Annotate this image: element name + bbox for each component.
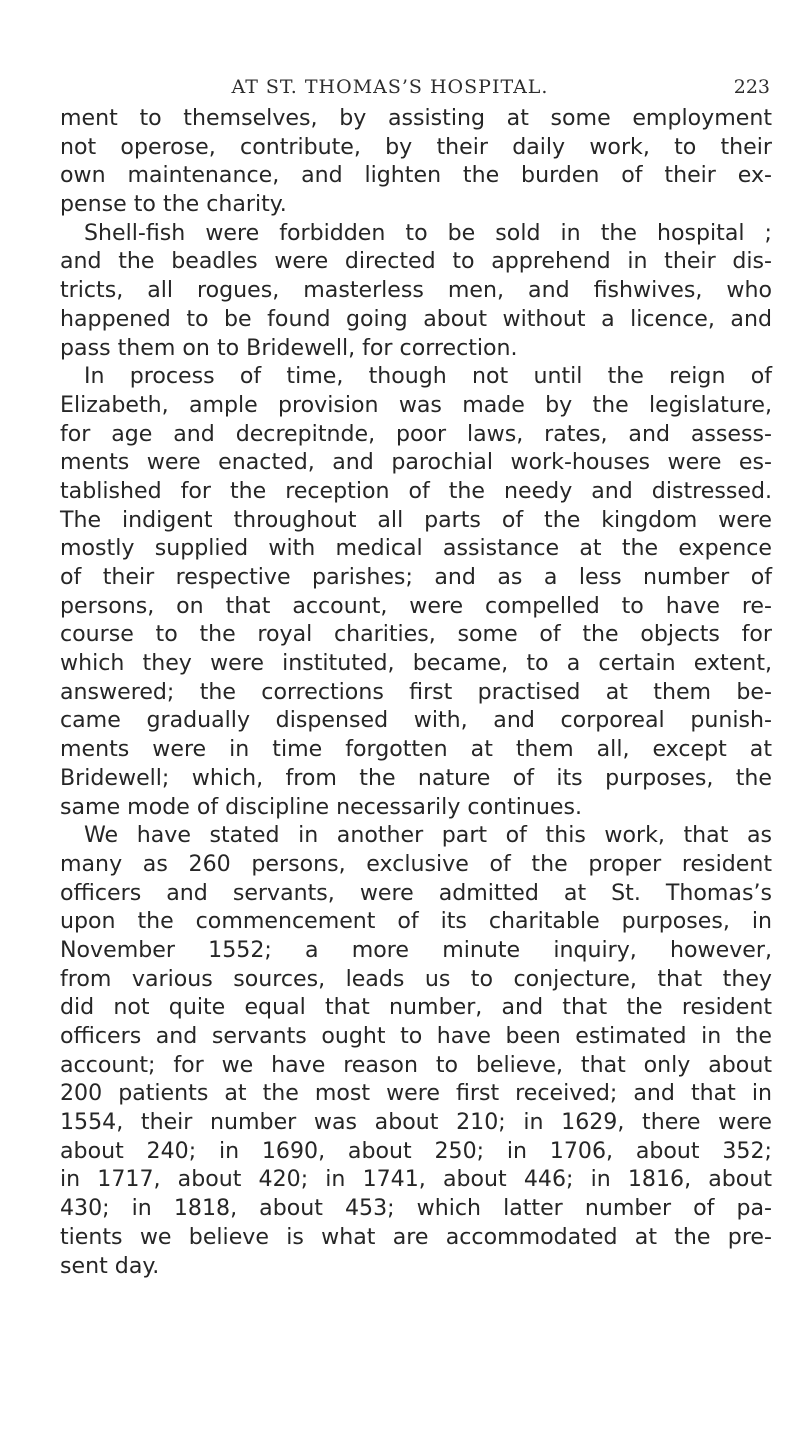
- text-line: Bridewell; which, from the nature of its purposes, the: [60, 764, 772, 791]
- text-line: for age and decrepitnde, poor laws, rates, and assess-: [60, 420, 772, 447]
- text-line: officers and servants ought to have been estimated in the: [60, 1023, 772, 1049]
- text-line: November 1552; a more minute inquiry, however,: [60, 936, 772, 963]
- text-line: same mode of discipline necessarily continues.: [60, 793, 583, 820]
- text-line: sent day.: [60, 1252, 160, 1279]
- text-line: came gradually dispensed with, and corporeal punish-: [60, 707, 772, 734]
- text-line: 1554, their number was about 210; in 1629, there were: [60, 1109, 772, 1136]
- text-line: mostly supplied with medical assistance at the expence: [60, 535, 772, 562]
- text-line: ment to themselves, by assisting at some employment: [60, 105, 772, 131]
- text-line: answered; the corrections first practised at them be-: [60, 678, 772, 705]
- text-line: In process of time, though not until the reign of: [84, 363, 772, 390]
- text-line: upon the commencement of its charitable purposes, in: [60, 908, 772, 935]
- running-head: AT ST. THOMAS’S HOSPITAL.: [231, 76, 549, 98]
- text-line: 430; in 1818, about 453; which latter number of pa-: [60, 1195, 772, 1222]
- text-line: about 240; in 1690, about 250; in 1706, about 352;: [60, 1137, 772, 1164]
- text-line: tablished for the reception of the needy and distressed.: [60, 477, 772, 504]
- text-line: which they were instituted, became, to a certain extent,: [60, 650, 772, 677]
- text-line: tients we believe is what are accommodated at the pre-: [60, 1223, 772, 1250]
- text-line: The indigent throughout all parts of the kingdom were: [60, 506, 772, 533]
- text-line: persons, on that account, were compelled to have re-: [60, 592, 772, 619]
- text-line: of their respective parishes; and as a less number of: [60, 564, 772, 590]
- text-line: own maintenance, and lighten the burden of their ex-: [60, 162, 772, 189]
- text-line: pense to the charity.: [60, 191, 287, 218]
- text-line: and the beadles were directed to apprehend in their dis-: [60, 248, 772, 275]
- text-line: happened to be found going about without a licence, and: [60, 305, 772, 332]
- text-line: Elizabeth, ample provision was made by the legislature,: [60, 391, 772, 418]
- body-text: [60, 104, 772, 1280]
- text-line: many as 260 persons, exclusive of the proper resident: [60, 850, 772, 877]
- text-line: ments were enacted, and parochial work-houses were es-: [60, 449, 772, 476]
- text-line: pass them on to Bridewell, for correction.: [60, 334, 518, 361]
- text-line: tricts, all rogues, masterless men, and fishwives, who: [60, 277, 772, 304]
- text-line: in 1717, about 420; in 1741, about 446; in 1816, about: [60, 1166, 772, 1193]
- text-line: did not quite equal that number, and that the resident: [60, 994, 772, 1021]
- text-line: account; for we have reason to believe, that only about: [60, 1051, 772, 1078]
- text-line: We have stated in another part of this work, that as: [84, 822, 772, 849]
- text-line: 200 patients at the most were first received; and that in: [60, 1080, 772, 1107]
- text-line: Shell-fish were forbidden to be sold in the hospital ;: [84, 219, 772, 246]
- text-line: officers and servants, were admitted at St. Thomas’s: [60, 879, 772, 906]
- page-number: 223: [733, 76, 770, 98]
- text-line: from various sources, leads us to conjecture, that they: [60, 965, 772, 992]
- text-line: course to the royal charities, some of the objects for: [60, 621, 772, 648]
- text-line: not operose, contribute, by their daily work, to their: [60, 133, 772, 160]
- text-line: ments were in time forgotten at them all, except at: [60, 736, 772, 763]
